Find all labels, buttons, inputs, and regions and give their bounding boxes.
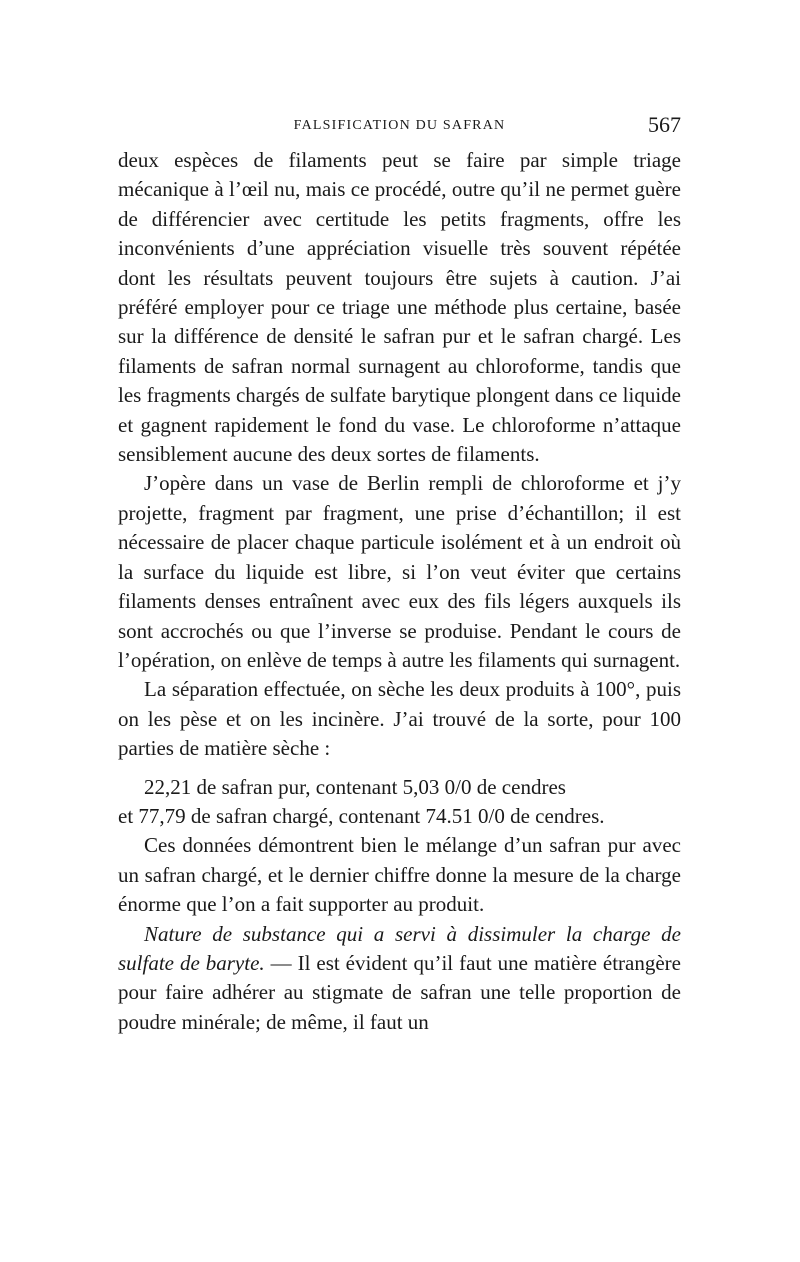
paragraph-procedure: J’opère dans un vase de Berlin rempli de chloroforme et j’y projette, fragment par fragment, une prise d’échantillon; il est nécessaire de placer chaque particule isolément et à un endroit où la surface du liquide est libre, si l’on veut éviter que certains filaments denses entraînent avec eux des fils légers auxquels ils sont accrochés ou que l’inverse se produise. Pendant le cours de l’opération, on enlève de temps à autre les filaments qui surnagent.: [118, 471, 681, 672]
result-line-pure-saffron: 22,21 de safran pur, contenant 5,03 0/0 de cendres: [144, 774, 566, 799]
paragraph-separation: La séparation effectuée, on sèche les deux produits à 100°, puis on les pèse et on les incinère. J’ai trouvé de la sorte, pour 100 parties de matière sèche :: [118, 677, 681, 761]
paragraph-conclusion: Ces données démontrent bien le mélange d’un safran pur avec un safran chargé, et le dernier chiffre donne la mesure de la charge énorme que l’on a fait supporter au produit.: [118, 833, 681, 917]
page-number: 567: [648, 112, 681, 137]
paragraph-continuation: deux espèces de filaments peut se faire par simple triage mécanique à l’œil nu, mais ce procédé, outre qu’il ne permet guère de différencier avec certitude les petits fragments, offre les inconvénients d’une appréciation visuelle très souvent répétée dont les résultats peuvent toujours être sujets à caution. J’ai préféré employer pour ce triage une méthode plus certaine, basée sur la différence de densité le safran pur et le safran chargé. Les filaments de safran normal surnagent au chloroforme, tandis que les fragments chargés de sulfate barytique plongent dans ce liquide et gagnent rapidement le fond du vase. Le chloroforme n’attaque sensiblement aucune des deux sortes de filaments.: [118, 148, 681, 467]
results-block: [118, 773, 681, 832]
running-title: FALSIFICATION DU SAFRAN: [293, 118, 506, 133]
body-text: [118, 146, 681, 1037]
section-heading-italic: Nature de substance qui a servi à dissimuler la charge de sulfate de baryte.: [118, 921, 681, 975]
paragraph-new-section: [118, 920, 681, 1038]
book-page: [118, 110, 681, 1037]
running-head: [118, 110, 681, 146]
result-line-loaded-saffron: et 77,79 de safran chargé, contenant 74.51 0/0 de cendres.: [118, 803, 605, 828]
section-text: — Il est évident qu’il faut une matière étrangère pour faire adhérer au stigmate de safran une telle proportion de poudre minérale; de même, il faut un: [118, 950, 681, 1034]
